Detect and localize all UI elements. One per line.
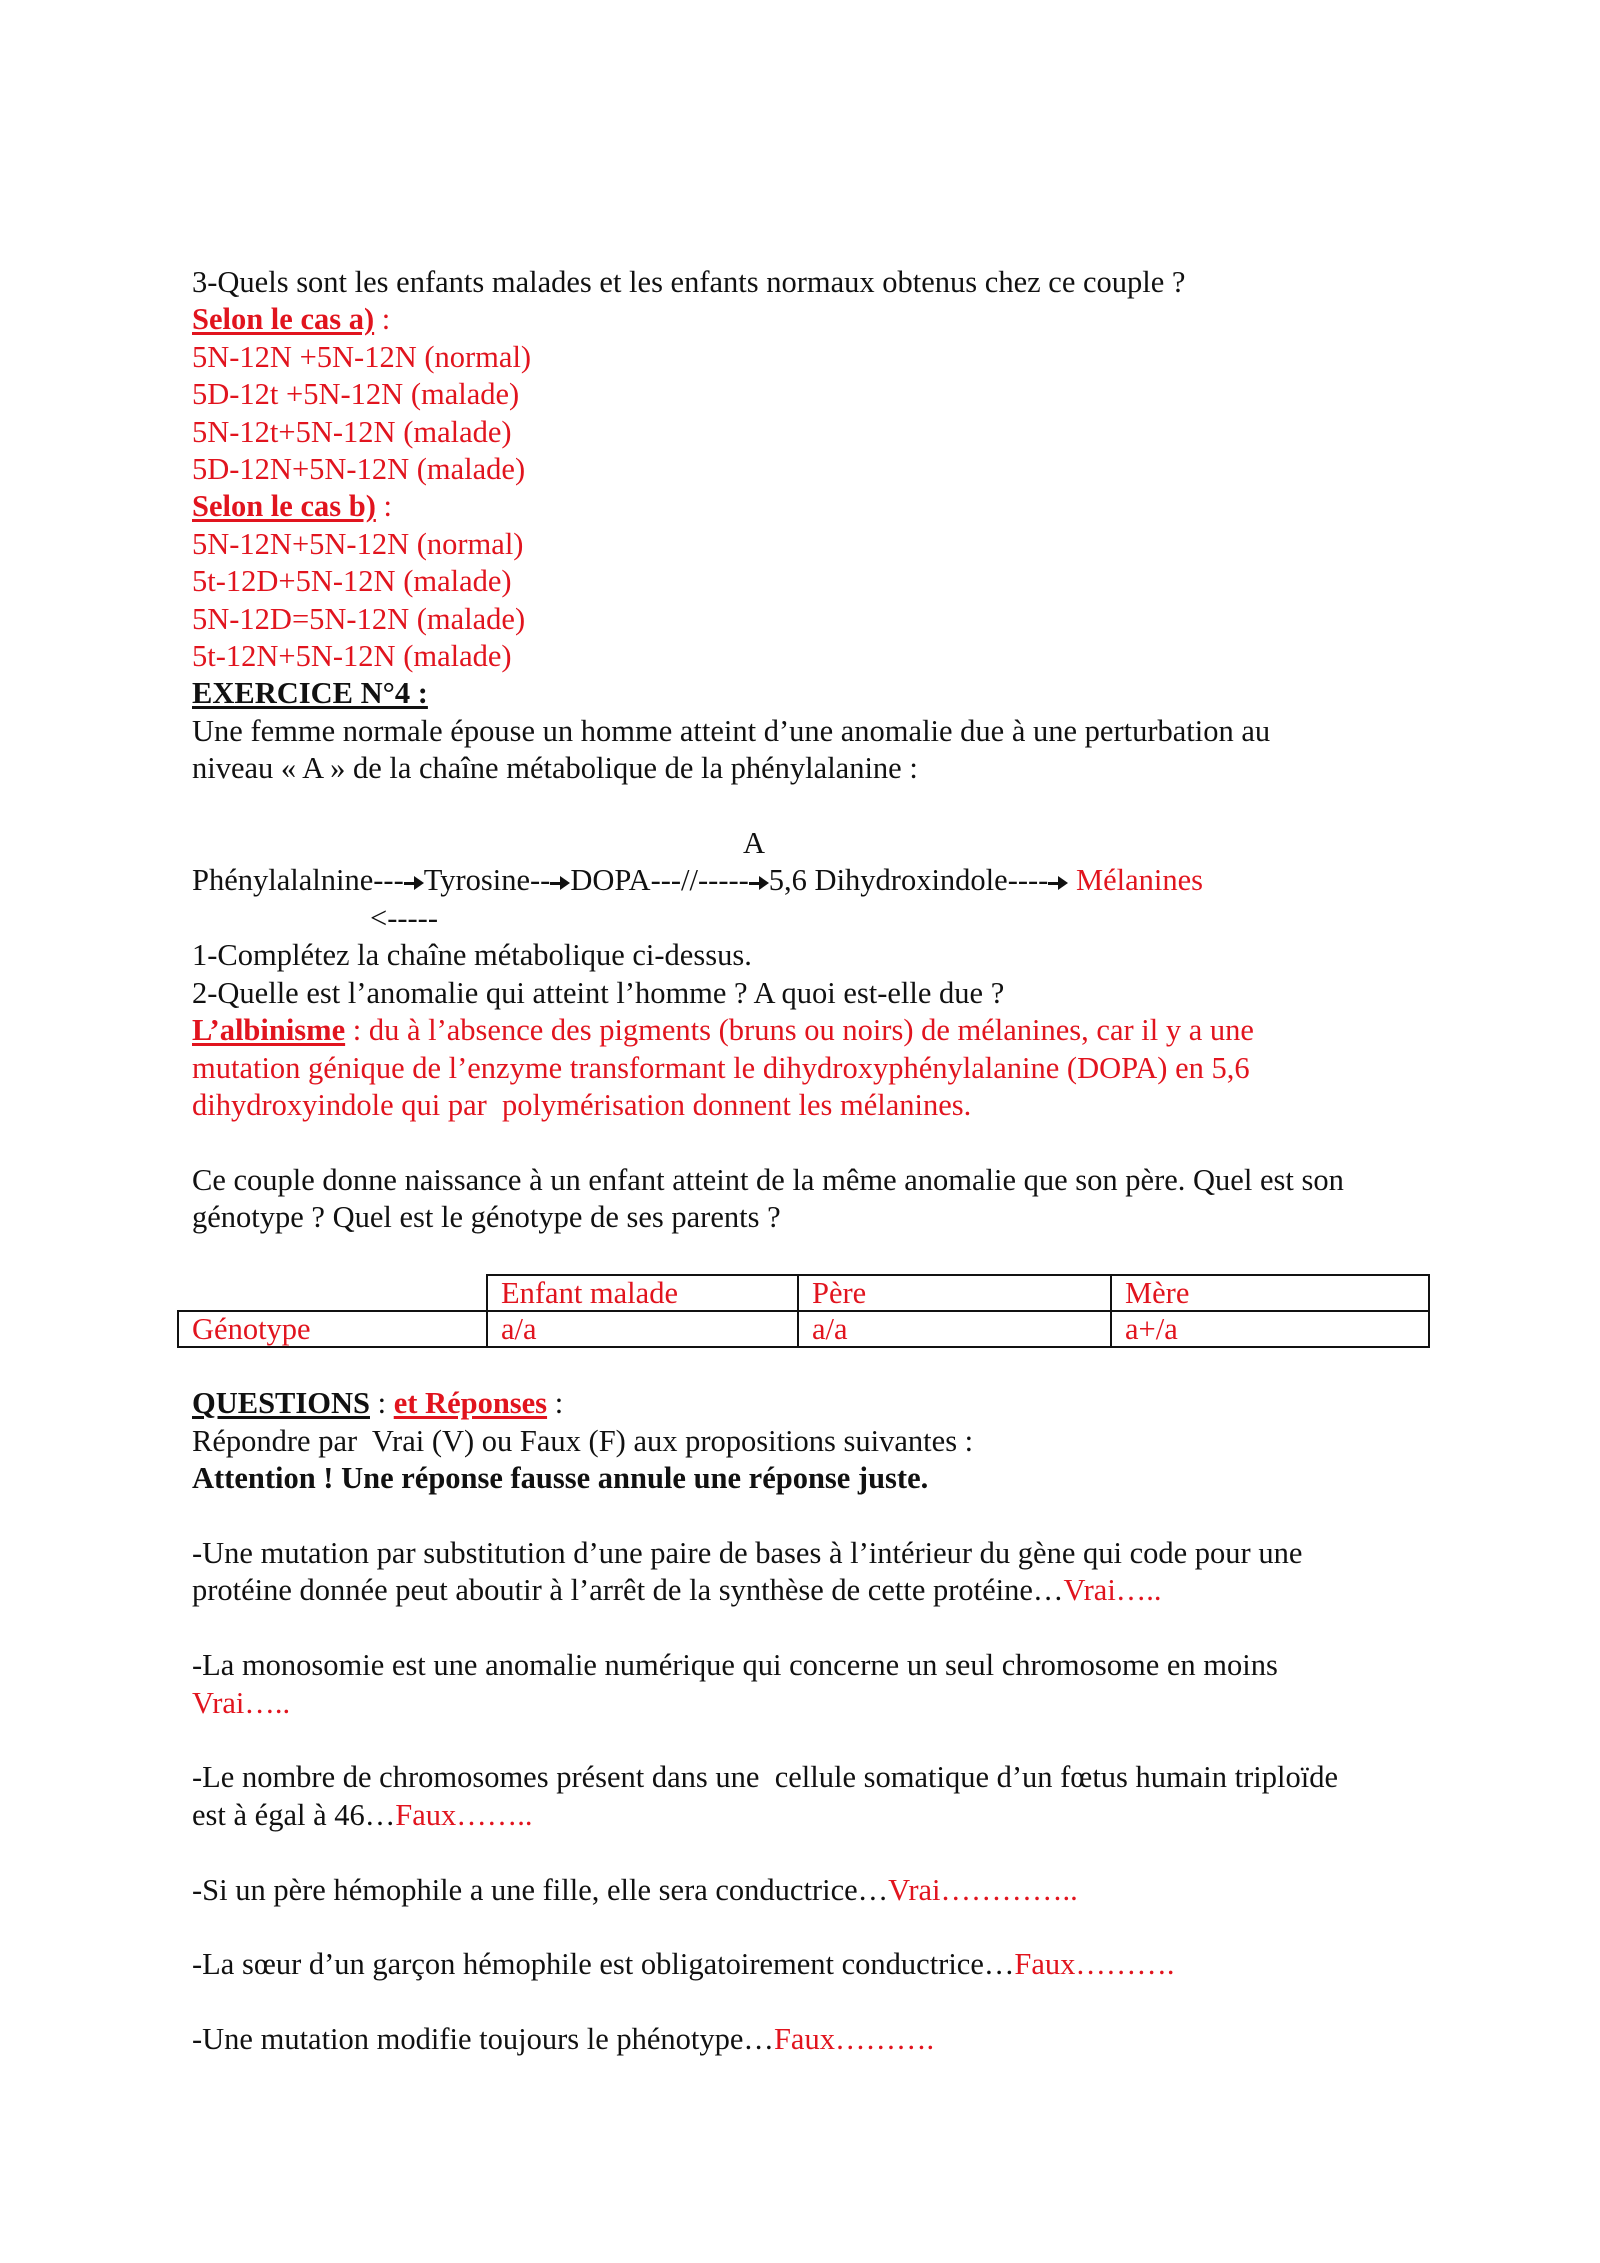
arrow-right-icon bbox=[749, 874, 769, 892]
case-b-item: 5t-12D+5N-12N (malade) bbox=[192, 564, 512, 599]
answer-2: L’albinisme : du à l’absence des pigments (bruns ou noirs) de mélanines, car il y a une bbox=[192, 1013, 1254, 1048]
proposition: -Une mutation modifie toujours le phénotype…Faux………. bbox=[192, 2022, 935, 2057]
proposition-answer: Vrai….. bbox=[1063, 1573, 1162, 1608]
case-b-item: 5N-12D=5N-12N (malade) bbox=[192, 601, 526, 636]
table-row-label: Génotype bbox=[178, 1311, 487, 1347]
table-header: Père bbox=[798, 1275, 1111, 1311]
proposition: -Si un père hémophile a une fille, elle sera conductrice…Vrai………….. bbox=[192, 1872, 1078, 1907]
exercise-4-intro: niveau « A » de la chaîne métabolique de la phénylalanine : bbox=[192, 751, 918, 786]
proposition: protéine donnée peut aboutir à l’arrêt de la synthèse de cette protéine…Vrai….. bbox=[192, 1573, 1162, 1608]
proposition: -La sœur d’un garçon hémophile est obligatoirement conductrice…Faux………. bbox=[192, 1947, 1175, 1982]
table-cell: a+/a bbox=[1111, 1311, 1429, 1347]
questions-instruction: Répondre par Vrai (V) ou Faux (F) aux propositions suivantes : bbox=[192, 1423, 974, 1458]
case-a-item: 5D-12t +5N-12N (malade) bbox=[192, 377, 520, 412]
proposition-answer: Vrai….. bbox=[192, 1685, 291, 1720]
questions-title-red: et Réponses bbox=[393, 1386, 548, 1421]
arrow-right-icon bbox=[404, 874, 424, 892]
questions-heading: QUESTIONS : et Réponses : bbox=[192, 1386, 564, 1421]
question-1: 1-Complétez la chaîne métabolique ci-dessus. bbox=[192, 938, 752, 973]
table-header: Enfant malade bbox=[487, 1275, 798, 1311]
proposition-answer: Faux…….. bbox=[395, 1797, 533, 1832]
proposition: -Le nombre de chromosomes présent dans une cellule somatique d’un fœtus humain triploïde bbox=[192, 1760, 1338, 1795]
chain-back-arrow: <----- bbox=[370, 900, 438, 935]
exercise-4-title: EXERCICE N°4 : bbox=[192, 676, 428, 711]
proposition: est à égal à 46…Faux…….. bbox=[192, 1797, 533, 1832]
case-b-item: 5N-12N+5N-12N (normal) bbox=[192, 526, 524, 561]
answer-2-cont: dihydroxyindole qui par polymérisation donnent les mélanines. bbox=[192, 1087, 972, 1122]
chain-end-product: Mélanines bbox=[1075, 863, 1204, 898]
table-cell: a/a bbox=[798, 1311, 1111, 1347]
genotype-table bbox=[177, 1274, 1430, 1348]
case-b-item: 5t-12N+5N-12N (malade) bbox=[192, 639, 512, 674]
case-b-title: Selon le cas b) bbox=[192, 489, 376, 524]
document-page bbox=[192, 264, 1442, 2059]
couple-statement: génotype ? Quel est le génotype de ses parents ? bbox=[192, 1200, 781, 1235]
answer-2-cont: mutation génique de l’enzyme transformant le dihydroxyphénylalanine (DOPA) en 5,6 bbox=[192, 1050, 1250, 1085]
proposition-answer: Faux………. bbox=[1014, 1947, 1175, 1982]
questions-title: QUESTIONS bbox=[192, 1386, 370, 1421]
case-a-item: 5N-12N +5N-12N (normal) bbox=[192, 339, 532, 374]
case-a-item: 5N-12t+5N-12N (malade) bbox=[192, 414, 512, 449]
exercise-4-intro: Une femme normale épouse un homme atteint d’une anomalie due à une perturbation au bbox=[192, 713, 1271, 748]
case-a-item: 5D-12N+5N-12N (malade) bbox=[192, 452, 526, 487]
proposition-answer: Faux………. bbox=[773, 2022, 935, 2057]
table-row bbox=[178, 1311, 1429, 1347]
chain-marker: A bbox=[743, 826, 766, 861]
table-header-row bbox=[178, 1275, 1429, 1311]
metabolic-chain: Phénylalalnine--- Tyrosine-- DOPA---//----- 5,6 Dihydroxindole---- Mélanines bbox=[192, 863, 1204, 898]
couple-statement: Ce couple donne naissance à un enfant atteint de la même anomalie que son père. Quel est son bbox=[192, 1162, 1344, 1197]
proposition-answer: Vrai………….. bbox=[888, 1872, 1078, 1907]
table-cell: a/a bbox=[487, 1311, 798, 1347]
table-header: Mère bbox=[1111, 1275, 1429, 1311]
table-corner bbox=[178, 1275, 487, 1311]
case-b-heading: Selon le cas b) : bbox=[192, 489, 392, 524]
question-2: 2-Quelle est l’anomalie qui atteint l’homme ? A quoi est-elle due ? bbox=[192, 975, 1005, 1010]
proposition: -La monosomie est une anomalie numérique qui concerne un seul chromosome en moins bbox=[192, 1648, 1278, 1683]
arrow-right-icon bbox=[550, 874, 570, 892]
chain-marker-row bbox=[192, 825, 1442, 862]
question-3: 3-Quels sont les enfants malades et les enfants normaux obtenus chez ce couple ? bbox=[192, 265, 1186, 299]
answer-term: L’albinisme bbox=[192, 1013, 346, 1048]
questions-warning: Attention ! Une réponse fausse annule une réponse juste. bbox=[192, 1461, 929, 1496]
arrow-right-icon bbox=[1048, 874, 1068, 892]
proposition: -Une mutation par substitution d’une paire de bases à l’intérieur du gène qui code pour une bbox=[192, 1535, 1303, 1570]
case-a-heading: Selon le cas a) : bbox=[192, 302, 391, 337]
case-a-title: Selon le cas a) bbox=[192, 302, 375, 337]
